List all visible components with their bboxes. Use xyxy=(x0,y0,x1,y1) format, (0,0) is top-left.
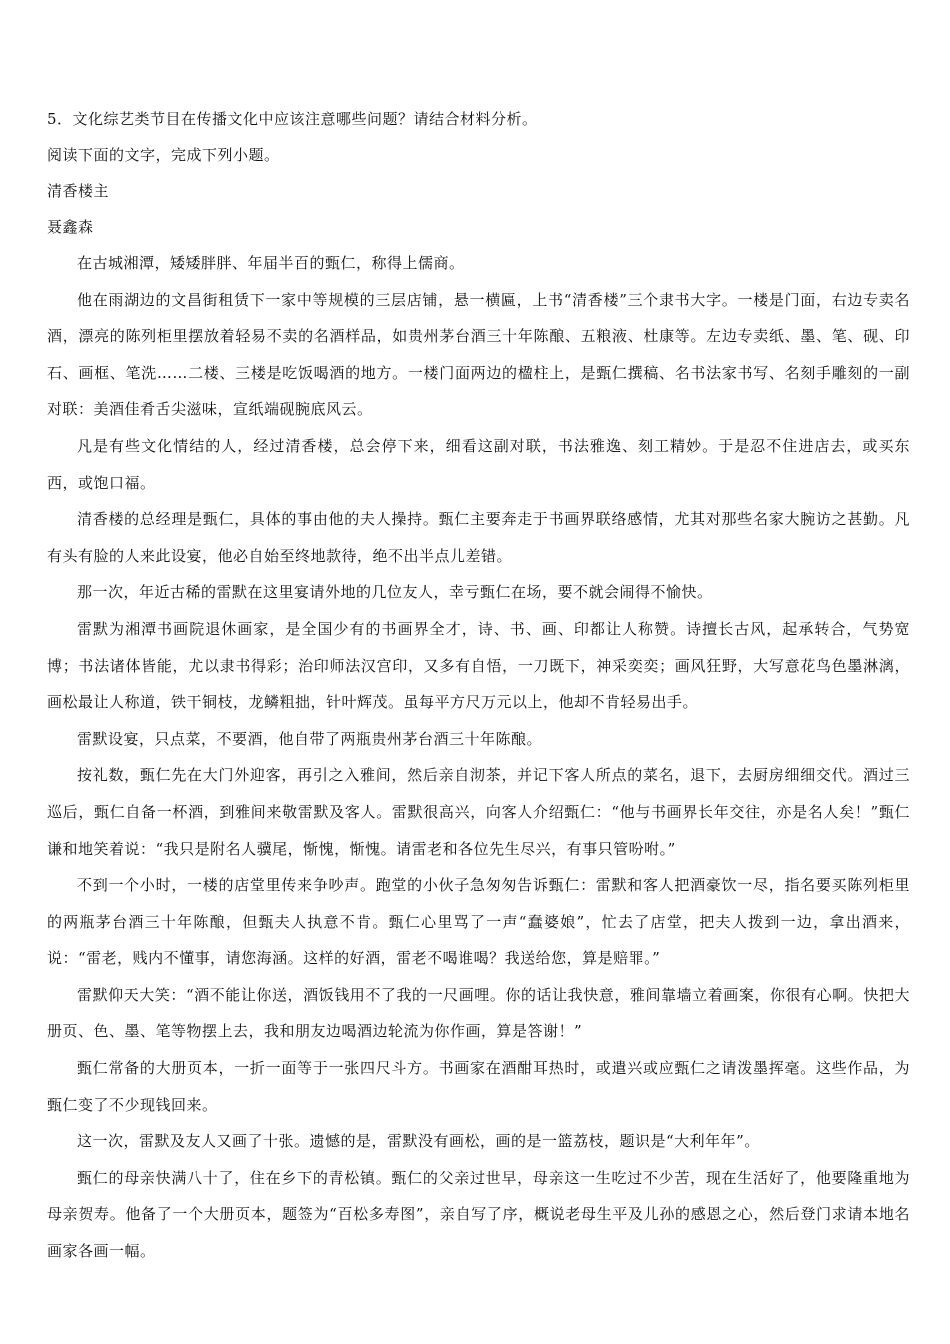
story-paragraph-11: 甄仁常备的大册页本，一折一面等于一张四尺斗方。书画家在酒酣耳热时，或遣兴或应甄仁之请泼墨挥毫。这些作品，为甄仁变了不少现钱回来。 xyxy=(47,1059,910,1114)
story-paragraph-1: 在古城湘潭，矮矮胖胖、年届半百的甄仁，称得上儒商。 xyxy=(77,254,465,272)
story-paragraph-2: 他在雨湖边的文昌街租赁下一家中等规模的三层店铺，悬一横匾，上书“清香楼”三个隶书大字。一楼是门面，右边专卖名酒，漂亮的陈列柜里摆放着轻易不卖的名酒样品，如贵州茅台酒三十年陈酿、五粮液、杜康等。左边专卖纸、墨、笔、砚、印石、画框、笔洗……二楼、三楼是吃饭喝酒的地方。一楼门面两边的楹柱上，是甄仁撰稿、名书法家书写、名刻手雕刻的一副对联：美酒佳肴舌尖滋味，宣纸端砚腕底风云。 xyxy=(47,290,910,419)
story-paragraph-12: 这一次，雷默及友人又画了十张。遗憾的是，雷默没有画松，画的是一篮荔枝，题识是“大利年年”。 xyxy=(77,1132,760,1151)
story-paragraph-7: 雷默设宴，只点菜，不要酒，他自带了两瓶贵州茅台酒三十年陈酿。 xyxy=(77,729,543,748)
story-paragraph-6: 雷默为湘潭书画院退休画家，是全国少有的书画界全才，诗、书、画、印都让人称赞。诗擅长古风，起承转合，气势宽博；书法诸体皆能，尤以隶书得彩；治印师法汉宫印，又多有自悟，一刀既下，神采奕奕；画风狂野，大写意花鸟色墨淋漓，画松最让人称道，铁干铜枝，龙鳞粗拙，针叶辉茂。虽每平方尺万元以上，他却不肯轻易出手。 xyxy=(47,619,910,712)
story-paragraph-13: 甄仁的母亲快满八十了，住在乡下的青松镇。甄仁的父亲过世早，母亲这一生吃过不少苦，现在生活好了，他要隆重地为母亲贺寿。他备了一个大册页本，题签为“百松多寿图”，亲自写了序，概说老母生平及儿孙的感恩之心，然后登门求请本地名画家各画一幅。 xyxy=(47,1168,910,1261)
story-paragraph-9: 不到一个小时，一楼的店堂里传来争吵声。跑堂的小伙子急匆匆告诉甄仁：雷默和客人把酒豪饮一尽，指名要买陈列柜里的两瓶茅台酒三十年陈酿，但甄夫人执意不肯。甄仁心里骂了一声“蠢婆娘”，忙去了店堂，把夫人拨到一边，拿出酒来，说：“雷老，贱内不懂事，请您海涵。这样的好酒，雷老不喝谁喝？我送给您，算是赔罪。” xyxy=(47,876,910,968)
story-paragraph-4: 清香楼的总经理是甄仁，具体的事由他的夫人操持。甄仁主要奔走于书画界联络感情，尤其对那些名家大腕访之甚勤。凡有头有脸的人来此设宴，他必自始至终地款待，绝不出半点儿差错。 xyxy=(47,510,910,565)
story-body xyxy=(47,245,910,1270)
story-paragraph-5: 那一次，年近古稀的雷默在这里宴请外地的几位友人，幸亏甄仁在场，要不就会闹得不愉快。 xyxy=(77,583,713,602)
story-paragraph-3: 凡是有些文化情结的人，经过清香楼，总会停下来，细看这副对联，书法雅逸、刻工精妙。于是忍不住进店去，或买东西，或饱口福。 xyxy=(47,436,910,492)
reading-instruction: 阅读下面的文字，完成下列小题。 xyxy=(47,146,280,164)
story-paragraph-8: 按礼数，甄仁先在大门外迎客，再引之入雅间，然后亲自沏茶，并记下客人所点的菜名，退下，去厨房细细交代。酒过三巡后，甄仁自备一杯酒，到雅间来敬雷默及客人。雷默很高兴，向客人介绍甄仁：“他与书画界长年交往，亦是名人矣！”甄仁谦和地笑着说：“我只是附名人骥尾，惭愧，惭愧。请雷老和各位先生尽兴，有事只管吩咐。” xyxy=(47,766,910,858)
story-title: 清香楼主 xyxy=(47,182,110,200)
question-5: 5．文化综艺类节目在传播文化中应该注意哪些问题？请结合材料分析。 xyxy=(47,110,538,128)
story-author: 聂鑫森 xyxy=(47,218,94,236)
story-paragraph-10: 雷默仰天大笑：“酒不能让你送，酒饭钱用不了我的一尺画哩。你的话让我快意，雅间靠墙立着画案，你很有心啊。快把大册页、色、墨、笔等物摆上去，我和朋友边喝酒边轮流为你作画，算是答谢！” xyxy=(47,985,910,1041)
